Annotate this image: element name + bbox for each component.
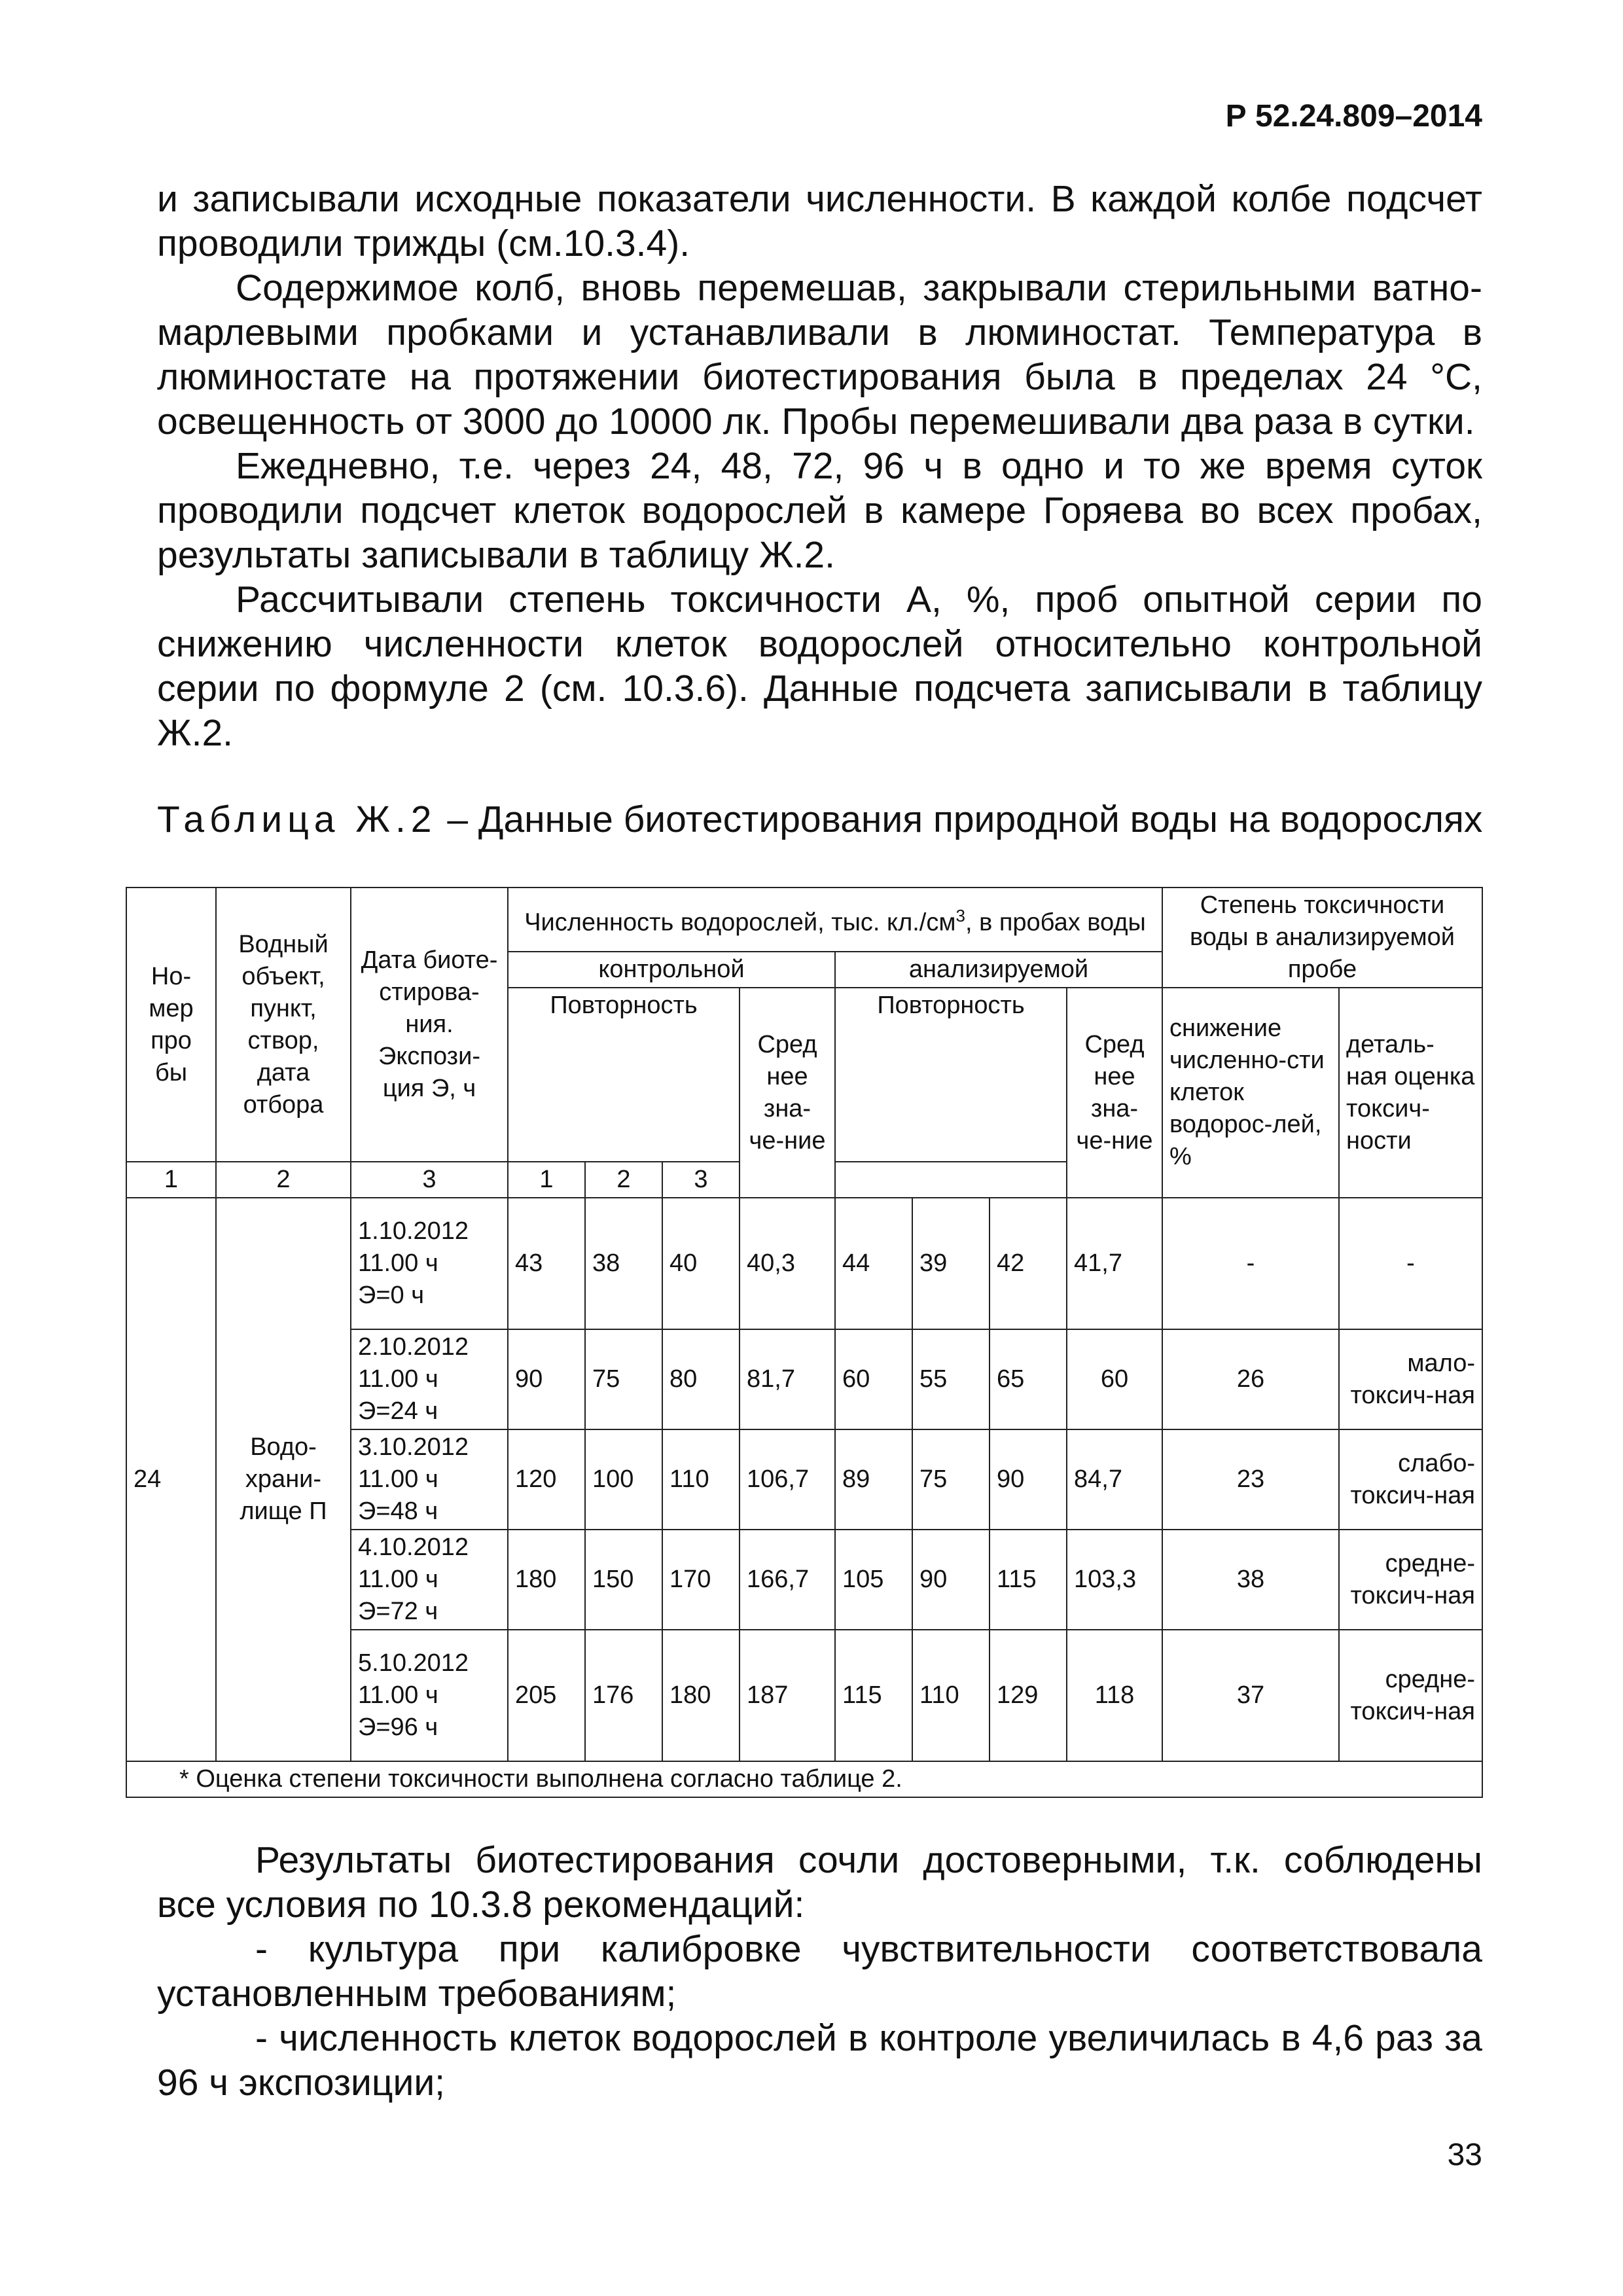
cell-reduction: 38: [1162, 1530, 1339, 1630]
body-text-top: [157, 177, 1482, 755]
cell-a1: 115: [835, 1630, 912, 1761]
cell-c1: 205: [508, 1630, 585, 1761]
header-mean-analyzed: Сред нее зна-че-ние: [1067, 988, 1162, 1198]
cell-toxicity: мало-токсич-ная: [1339, 1329, 1482, 1429]
header-rep-3: 3: [662, 1162, 740, 1198]
cell-c2: 38: [585, 1198, 662, 1329]
cell-c2: 75: [585, 1329, 662, 1429]
header-date: Дата биоте-стирова-ния. Экспози-ция Э, ч: [351, 888, 508, 1162]
cell-toxicity: слабо-токсич-ная: [1339, 1429, 1482, 1530]
cell-a1: 60: [835, 1329, 912, 1429]
cell-c2: 176: [585, 1630, 662, 1761]
date-line: 1.10.2012: [358, 1217, 469, 1245]
header-count-group-suffix: , в пробах воды: [965, 908, 1146, 937]
cell-a2: 90: [912, 1530, 990, 1630]
header-reduction: снижение численно-сти клеток водорос-лей, %: [1162, 988, 1339, 1198]
cell-c1: 90: [508, 1329, 585, 1429]
paragraph: - численность клеток водорослей в контроле увеличилась в 4,6 раз за 96 ч экспозиции;: [157, 2017, 1482, 2104]
cell-date: [351, 1198, 508, 1329]
header-object: Водный объект, пункт, створ, дата отбора: [216, 888, 351, 1162]
cell-c2: 100: [585, 1429, 662, 1530]
paragraph: Ежедневно, т.е. через 24, 48, 72, 96 ч в одно и то же время суток проводили подсчет клеток водорослей в камере Горяева во всех пробах, результаты записывали в таблицу Ж.2.: [157, 445, 1482, 576]
cell-a2: 39: [912, 1198, 990, 1329]
exposure-line: Э=0 ч: [358, 1282, 424, 1309]
cell-toxicity: средне-токсич-ная: [1339, 1630, 1482, 1761]
cell-object: Водо-храни-лище П: [216, 1198, 351, 1761]
cell-a3: 90: [990, 1429, 1067, 1530]
time-line: 11.00 ч: [358, 1681, 438, 1709]
cell-reduction: -: [1162, 1198, 1339, 1329]
time-line: 11.00 ч: [358, 1566, 438, 1593]
cell-reduction: 37: [1162, 1630, 1339, 1761]
cell-date: [351, 1429, 508, 1530]
cell-date: [351, 1329, 508, 1429]
paragraph: Результаты биотестирования сочли достоверными, т.к. соблюдены все условия по 10.3.8 рекомендаций:: [157, 1839, 1482, 1926]
header-control: контрольной: [508, 952, 835, 988]
date-line: 2.10.2012: [358, 1333, 469, 1361]
table-container: [126, 887, 1482, 1798]
cell-c1: 43: [508, 1198, 585, 1329]
cell-a2: 75: [912, 1429, 990, 1530]
cell-date: [351, 1530, 508, 1630]
cell-amean: 118: [1067, 1630, 1162, 1761]
header-sample-no: Но-мер про бы: [126, 888, 216, 1162]
exposure-line: Э=72 ч: [358, 1598, 438, 1625]
cell-reduction: 26: [1162, 1329, 1339, 1429]
date-line: 5.10.2012: [358, 1649, 469, 1677]
cell-a1: 105: [835, 1530, 912, 1630]
cell-c3: 80: [662, 1329, 740, 1429]
cell-cmean: 187: [740, 1630, 835, 1761]
cell-toxicity: средне-токсич-ная: [1339, 1530, 1482, 1630]
body-text-bottom: [157, 1838, 1482, 2105]
exposure-line: Э=96 ч: [358, 1713, 438, 1741]
exposure-line: Э=24 ч: [358, 1397, 438, 1425]
time-line: 11.00 ч: [358, 1249, 438, 1277]
header-analyzed: анализируемой: [835, 952, 1162, 988]
cell-toxicity: -: [1339, 1198, 1482, 1329]
cell-a2: 110: [912, 1630, 990, 1761]
paragraph: - культура при калибровке чувствительности соответствовала установленным требованиям;: [157, 1928, 1482, 2015]
table-caption-label: Таблица Ж.2: [157, 798, 437, 840]
cell-a3: 42: [990, 1198, 1067, 1329]
cell-a1: 89: [835, 1429, 912, 1530]
page-number: 33: [1447, 2138, 1482, 2172]
header-repeat-analyzed: Повторность: [835, 988, 1067, 1162]
header-rep-3: 3: [351, 1162, 508, 1198]
biotest-table: [126, 887, 1483, 1798]
cell-amean: 60: [1067, 1329, 1162, 1429]
cell-a3: 129: [990, 1630, 1067, 1761]
cell-a3: 115: [990, 1530, 1067, 1630]
header-repeat-control: Повторность: [508, 988, 740, 1162]
paragraph: и записывали исходные показатели численности. В каждой колбе подсчет проводили трижды (см.10.3.4).: [157, 178, 1482, 264]
exposure-line: Э=48 ч: [358, 1498, 438, 1525]
paragraph: Содержимое колб, вновь перемешав, закрывали стерильными ватно-марлевыми пробками и устанавливали в люминостат. Температура в люминостате на протяжении биотестирования была в пределах 24 °С, освещенность от 3000 до 10000 лк. Пробы перемешивали два раза в сутки.: [157, 267, 1482, 442]
cell-date: [351, 1630, 508, 1761]
header-rep-1: 1: [126, 1162, 216, 1198]
time-line: 11.00 ч: [358, 1465, 438, 1493]
cell-cmean: 40,3: [740, 1198, 835, 1329]
header-rep-2: 2: [216, 1162, 351, 1198]
paragraph: Рассчитывали степень токсичности А, %, проб опытной серии по снижению численности клеток водорослей относительно контрольной серии по формуле 2 (см. 10.3.6). Данные подсчета записывали в таблицу Ж.2.: [157, 579, 1482, 754]
cell-c2: 150: [585, 1530, 662, 1630]
header-count-group-text: Численность водорослей, тыс. кл./см: [524, 908, 956, 937]
header-toxicity-group: Степень токсичности воды в анализируемой пробе: [1162, 888, 1482, 988]
cell-a1: 44: [835, 1198, 912, 1329]
cell-cmean: 81,7: [740, 1329, 835, 1429]
table-footnote: * Оценка степени токсичности выполнена согласно таблице 2.: [126, 1761, 1482, 1797]
table-row: [126, 1198, 1482, 1329]
cell-c1: 180: [508, 1530, 585, 1630]
table-caption-text: – Данные биотестирования природной воды на водорослях: [437, 798, 1483, 840]
cell-c1: 120: [508, 1429, 585, 1530]
date-line: 4.10.2012: [358, 1534, 469, 1561]
cell-c3: 180: [662, 1630, 740, 1761]
cell-cmean: 106,7: [740, 1429, 835, 1530]
cell-amean: 84,7: [1067, 1429, 1162, 1530]
cell-sample-no: 24: [126, 1198, 216, 1761]
header-count-group-sup: 3: [955, 906, 965, 926]
date-line: 3.10.2012: [358, 1433, 469, 1461]
table-caption: [157, 797, 1482, 842]
header-count-group: [508, 888, 1162, 952]
header-rep-2: 2: [585, 1162, 662, 1198]
cell-cmean: 166,7: [740, 1530, 835, 1630]
header-rep-1: 1: [508, 1162, 585, 1198]
time-line: 11.00 ч: [358, 1365, 438, 1393]
cell-amean: 41,7: [1067, 1198, 1162, 1329]
cell-c3: 40: [662, 1198, 740, 1329]
cell-c3: 170: [662, 1530, 740, 1630]
cell-c3: 110: [662, 1429, 740, 1530]
header-assessment: деталь-ная оценка токсич-ности: [1339, 988, 1482, 1198]
cell-amean: 103,3: [1067, 1530, 1162, 1630]
document-code: Р 52.24.809–2014: [1225, 99, 1482, 134]
cell-a2: 55: [912, 1329, 990, 1429]
cell-a3: 65: [990, 1329, 1067, 1429]
cell-reduction: 23: [1162, 1429, 1339, 1530]
header-mean-control: Сред нее зна-че-ние: [740, 988, 835, 1198]
